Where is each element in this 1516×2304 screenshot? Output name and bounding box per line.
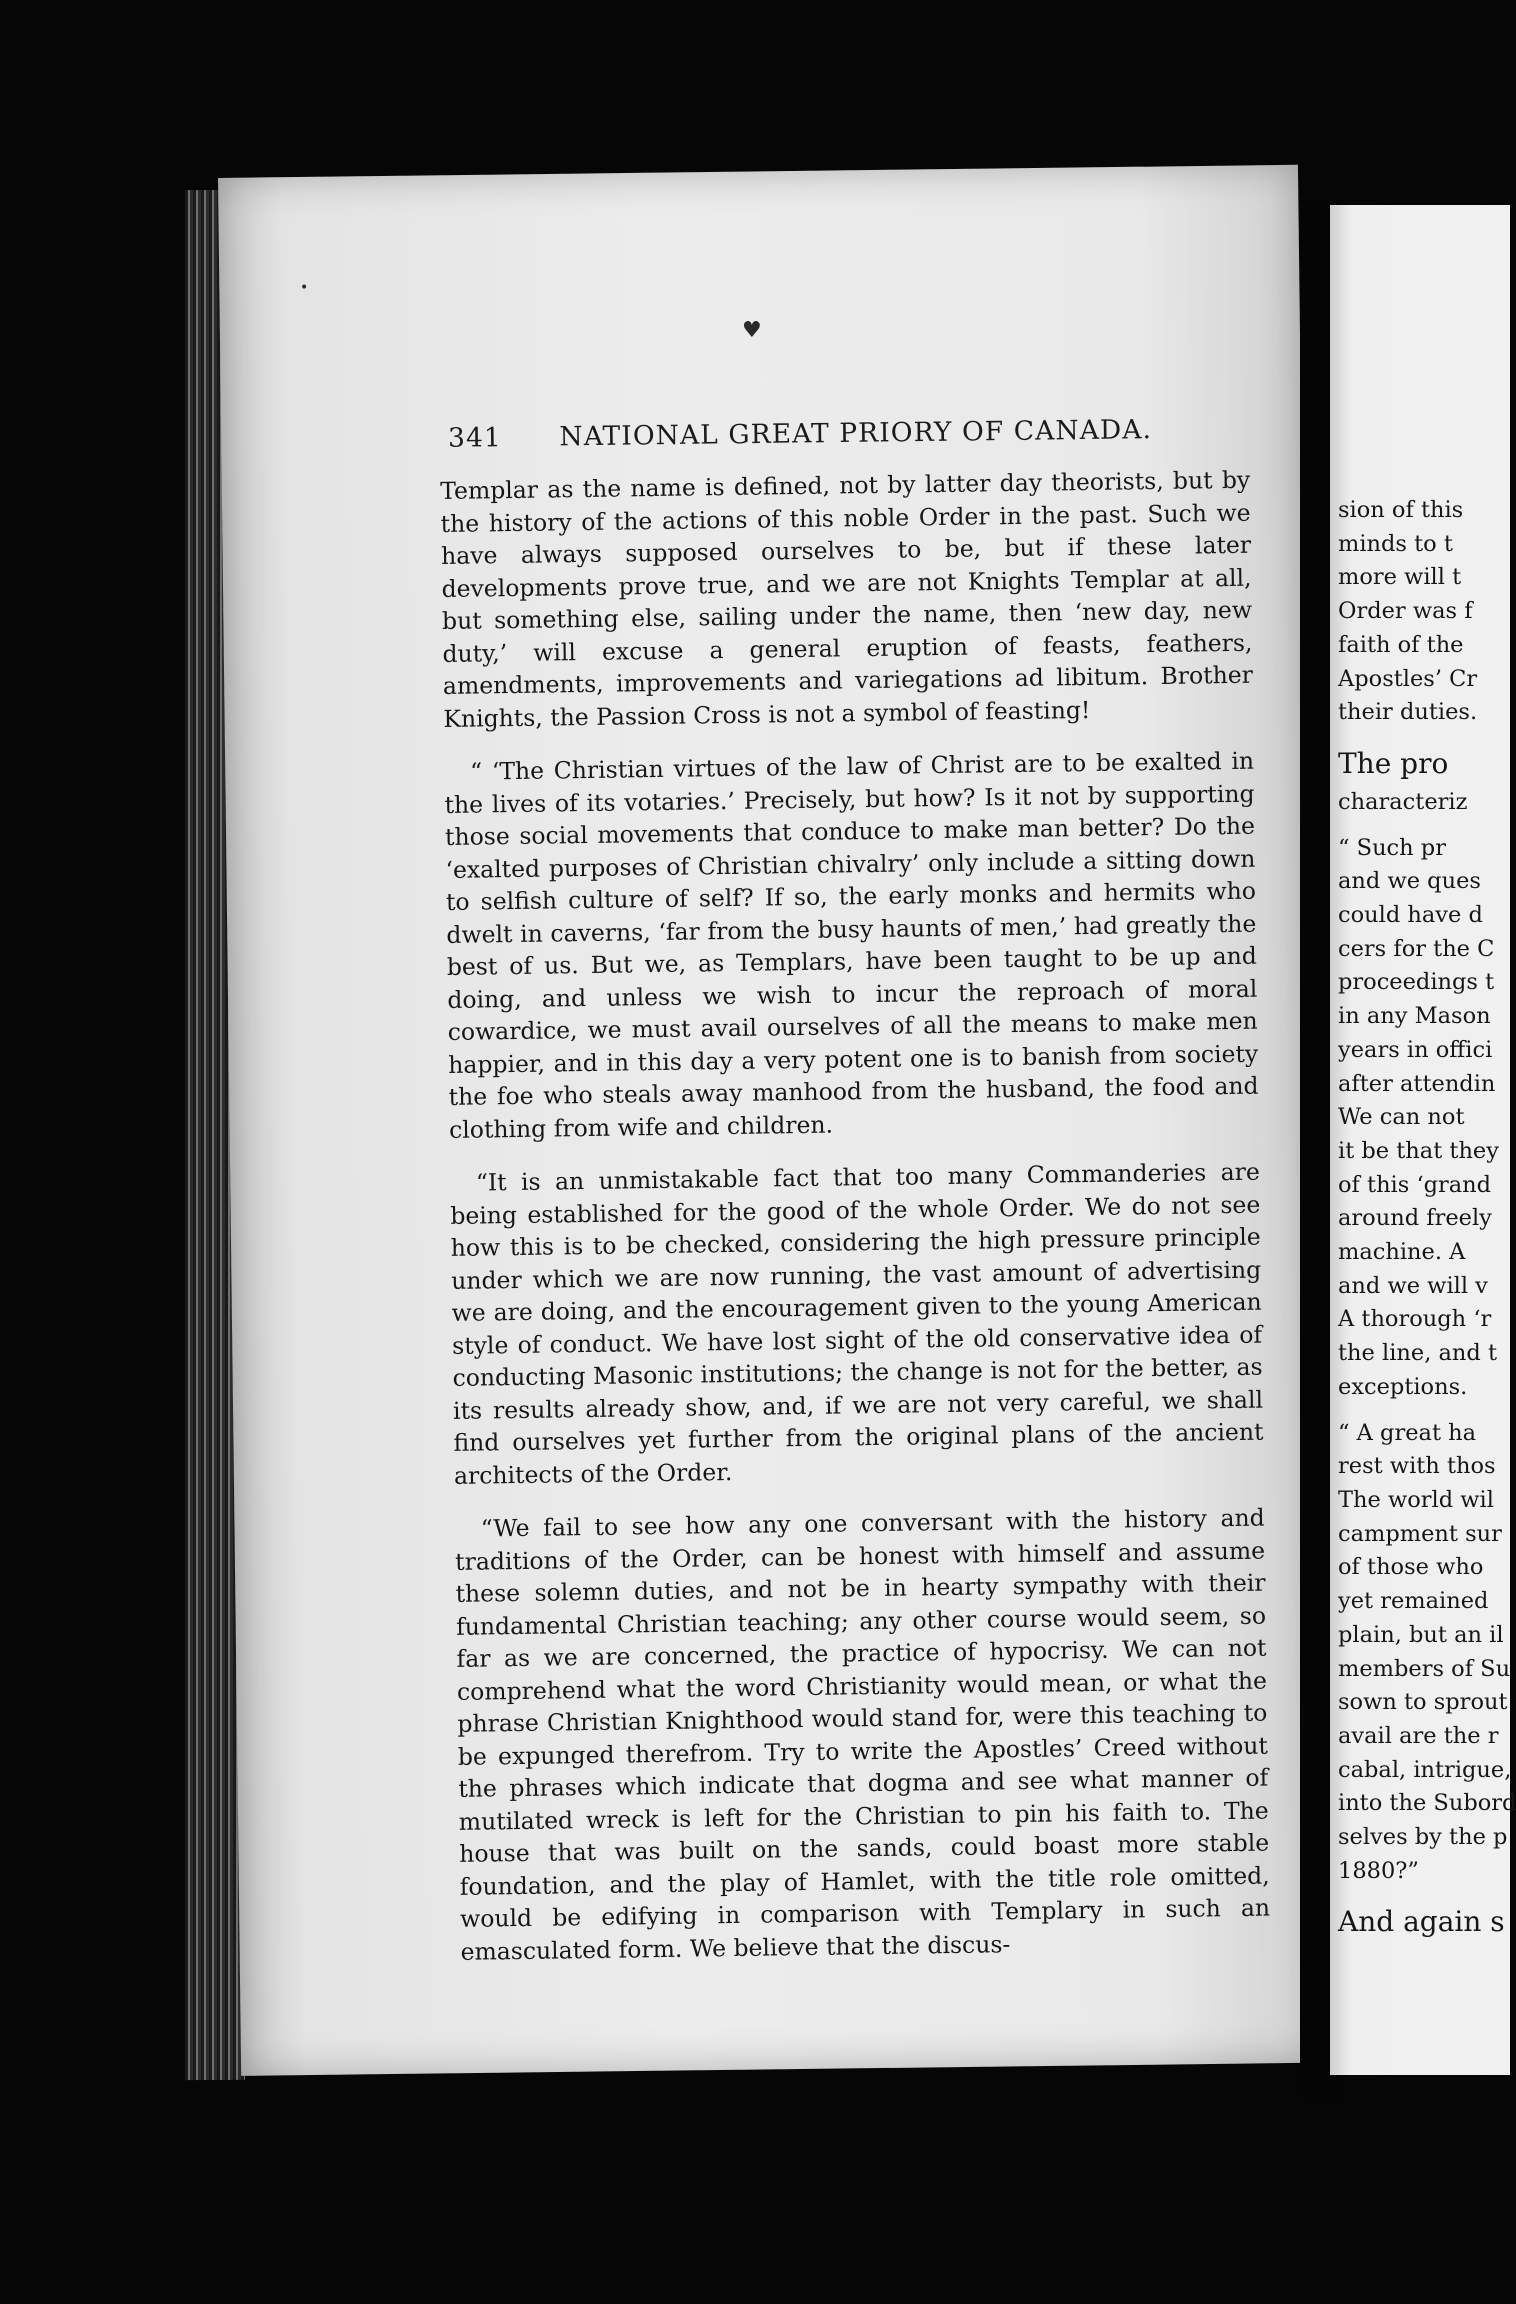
right-page-line: We can not [1338, 1104, 1465, 1131]
right-page-line: cabal, intrigue, [1338, 1756, 1512, 1783]
right-page-line: in any Mason [1338, 1003, 1491, 1030]
right-page-line: more will t [1338, 564, 1462, 591]
right-page-line: it be that they [1338, 1137, 1499, 1164]
right-page-line: yet remained [1338, 1588, 1489, 1615]
paragraph: Templar as the name is defined, not by latter day theorists, but by the history of the actions of this noble Order in the past. Such we have always supposed ourselves to be, but if these later developments prove true, and we are not Knights Templar at all, but something else, sailing under the name, then ‘new day, new duty,’ will excuse a general eruption of feasts, feathers, amendments, improvements and variegations ad libitum. Brother Knights, the Passion Cross is not a symbol of feasting! [440, 465, 1254, 733]
ink-speck: • [300, 280, 309, 296]
left-page-text [440, 464, 1271, 1989]
right-page-line: and we ques [1338, 868, 1481, 895]
right-page-line: minds to t [1338, 530, 1453, 557]
running-title: NATIONAL GREAT PRIORY OF CANADA. [559, 414, 1153, 453]
right-page-line: the line, and t [1338, 1340, 1498, 1367]
right-page-line: avail are the r [1338, 1722, 1499, 1749]
right-page-line: A thorough ‘r [1338, 1306, 1492, 1333]
right-page-line: of this ‘grand [1338, 1171, 1492, 1198]
right-page-line: sion of this [1338, 497, 1464, 523]
right-page-line: rest with thos [1338, 1453, 1496, 1480]
right-page-line: characteriz [1338, 788, 1468, 815]
right-page-line: could have d [1338, 902, 1483, 929]
right-page-line: into the Subord [1338, 1790, 1516, 1817]
right-page-line: campment sur [1338, 1520, 1502, 1547]
right-page-line: The pro [1338, 746, 1449, 780]
right-page-line: And again s [1338, 1905, 1505, 1939]
paragraph: “It is an unmistakable fact that too many Commanderies are being established for the good of the whole Order. We do not see how this is to be checked, considering the high pressure principle under which we are now running, the vast amount of advertising we are doing, and the encouragement given to the young American style of conduct. We have lost sight of the old conservative idea of conducting Masonic institutions; the change is not for the better, as its results already show, and, if we are not very careful, we shall find ourselves yet further from the original plans of the ancient architects of the Order. [450, 1157, 1264, 1490]
right-page-line: cers for the C [1338, 935, 1495, 962]
right-page-line: sown to sprout [1338, 1689, 1508, 1716]
right-page-line: and we will v [1338, 1272, 1488, 1299]
right-page-line: “ A great ha [1338, 1419, 1477, 1446]
ink-speck: ♥ [742, 318, 762, 343]
right-page-line: members of Su [1338, 1655, 1511, 1682]
right-page-line: faith of the [1338, 631, 1464, 658]
right-page-line: exceptions. [1338, 1373, 1468, 1400]
right-page-line: around freely [1338, 1205, 1492, 1232]
paragraph: “We fail to see how any one conversant with the history and traditions of the Order, can be honest with himself and assume these solemn duties, and not be in hearty sympathy with their fundamental Christian teaching; any other course would seem, so far as we are concerned, the practice of hypocrisy. We can not comprehend what the word Christianity would mean, or what the phrase Christian Knighthood would stand for, were this teaching to be expunged therefrom. Try to write the Apostles’ Creed without the phrases which indicate that dogma and see what manner of mutilated wreck is left for the Christian to pin his faith to. The house that was built on the sands, could boast more stable foundation, and the play of Hamlet, with the title role omitted, would be edifying in comparison with Templary in such an emasculated form. We believe that the discus- [454, 1503, 1271, 1966]
right-page-line: 1880?” [1338, 1857, 1419, 1884]
right-page-line: machine. A [1338, 1239, 1466, 1266]
right-page-line: Order was f [1338, 598, 1473, 625]
right-page-line: proceedings t [1338, 969, 1495, 996]
right-page-text [1338, 494, 1516, 1944]
right-page-line: Apostles’ Cr [1338, 665, 1478, 692]
right-page-line: after attendin [1338, 1070, 1496, 1097]
right-page-line: selves by the p [1338, 1824, 1508, 1851]
page-number: 341 [447, 422, 503, 454]
right-page-line: their duties. [1338, 699, 1478, 726]
right-page-line: The world wil [1338, 1486, 1494, 1513]
right-page-line: “ Such pr [1338, 834, 1446, 861]
right-page-line: of those who [1338, 1554, 1484, 1581]
right-page-line: plain, but an il [1338, 1621, 1504, 1648]
paragraph: “ ‘The Christian virtues of the law of Christ are to be exalted in the lives of its votaries.’ Precisely, but how? Is it not by supporting those social movements that conduce to make man better? Do the ‘exalted purposes of Christian chivalry’ only include a sitting down to selfish culture of self? If so, the early monks and hermits who dwelt in caverns, ‘far from the busy haunts of men,’ had greatly the best of us. But we, as Templars, have been taught to be up and doing, and unless we wish to incur the reproach of moral cowardice, we must avail ourselves of all the means to make men happier, and in this day a very potent one is to banish from society the foe who steals away manhood from the husband, the food and clothing from wife and children. [444, 746, 1259, 1144]
right-page-line: years in offici [1338, 1036, 1493, 1063]
